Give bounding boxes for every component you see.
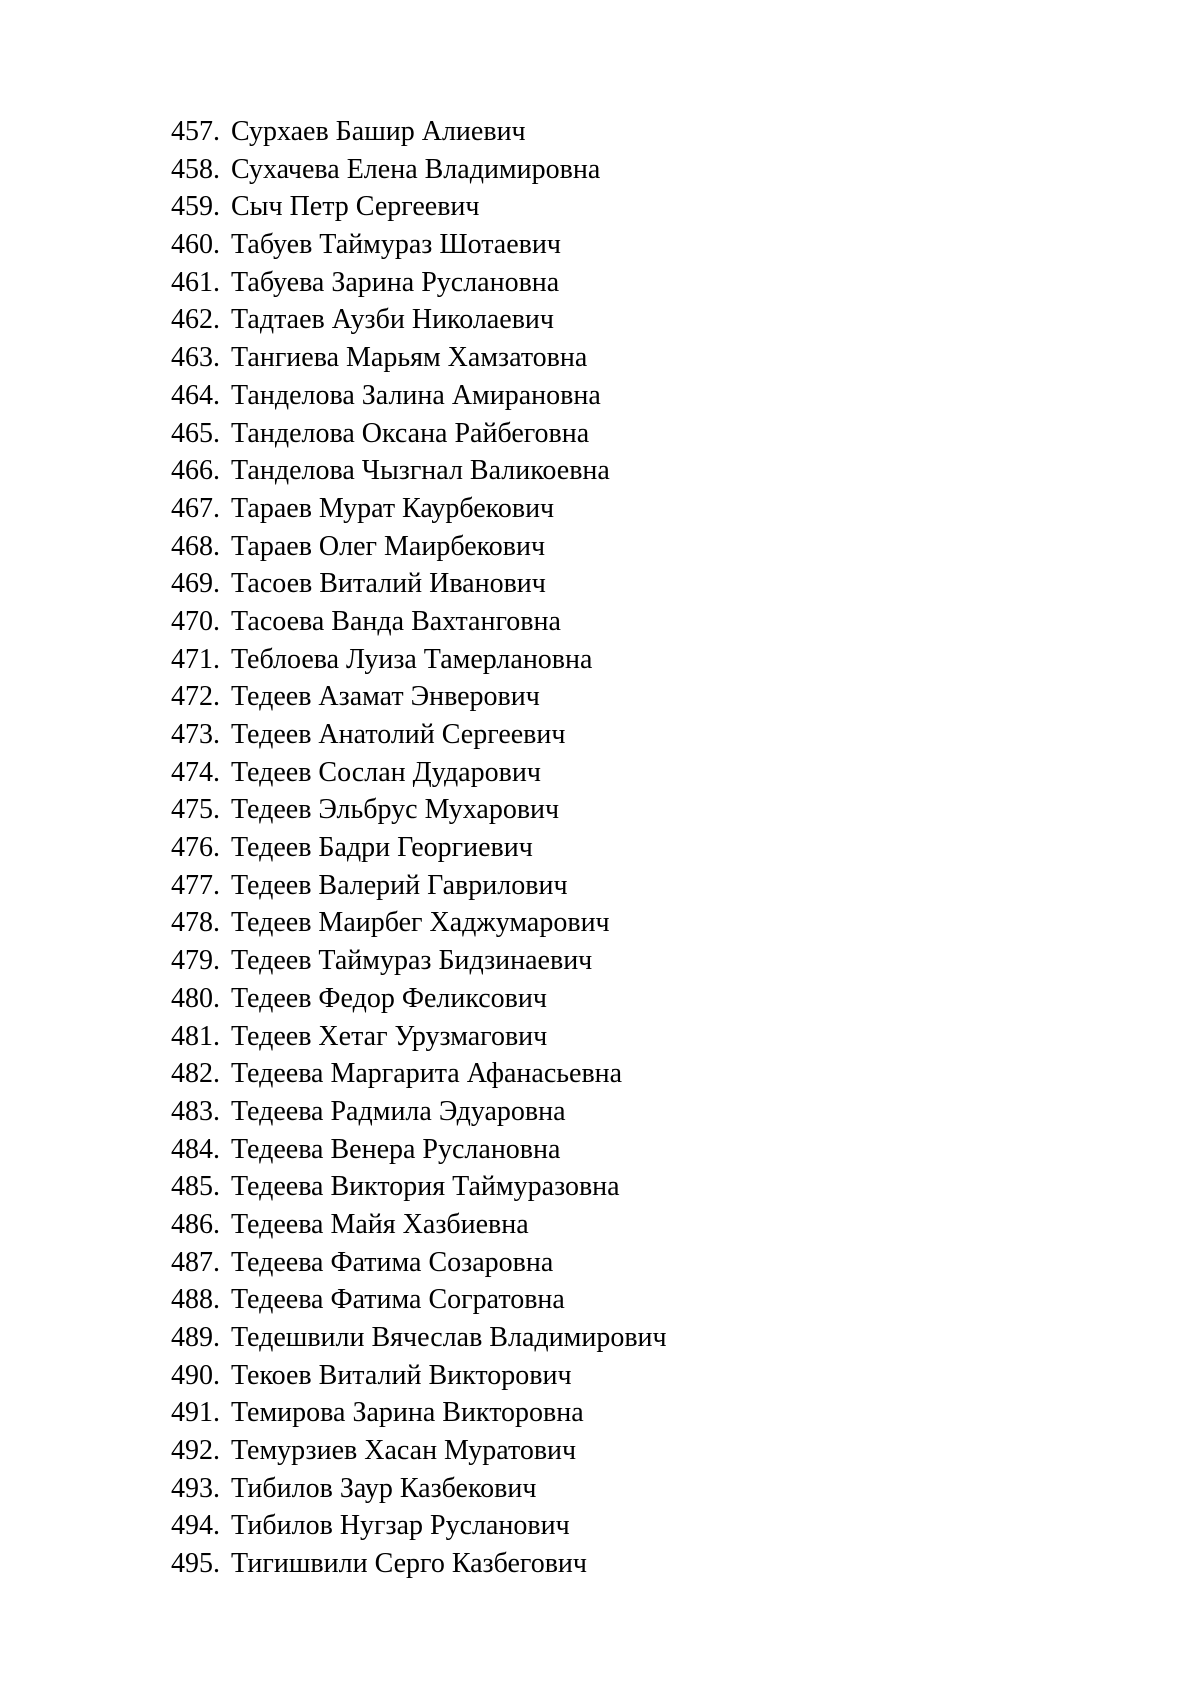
entry-number: 488. bbox=[171, 1284, 220, 1316]
list-item bbox=[171, 641, 667, 679]
entry-name: Тедеев Бадри Георгиевич bbox=[231, 832, 533, 864]
entry-number: 460. bbox=[171, 229, 220, 261]
entry-name: Тедеева Фатима Созаровна bbox=[231, 1246, 554, 1278]
list-item bbox=[171, 603, 667, 641]
list-item bbox=[171, 528, 667, 566]
entry-number: 495. bbox=[171, 1548, 220, 1580]
entry-number: 478. bbox=[171, 907, 220, 939]
list-item bbox=[171, 1093, 667, 1131]
entry-name: Тедеев Эльбрус Мухарович bbox=[231, 794, 560, 826]
list-item bbox=[171, 1131, 667, 1169]
list-item bbox=[171, 151, 667, 189]
entry-name: Тибилов Нугзар Русланович bbox=[231, 1510, 570, 1542]
list-item bbox=[171, 565, 667, 603]
entry-name: Текоев Виталий Викторович bbox=[231, 1359, 572, 1391]
entry-name: Тедеев Сослан Дударович bbox=[231, 756, 541, 788]
entry-number: 482. bbox=[171, 1058, 220, 1090]
entry-name: Тангиева Марьям Хамзатовна bbox=[231, 342, 588, 374]
entry-name: Тедеева Фатима Согратовна bbox=[231, 1284, 565, 1316]
entry-number: 462. bbox=[171, 304, 220, 336]
list-item bbox=[171, 264, 667, 302]
entry-number: 470. bbox=[171, 605, 220, 637]
list-item bbox=[171, 377, 667, 415]
entry-name: Тадтаев Аузби Николаевич bbox=[231, 304, 554, 336]
list-item bbox=[171, 1357, 667, 1395]
entry-name: Темирова Зарина Викторовна bbox=[231, 1397, 584, 1429]
list-item bbox=[171, 1281, 667, 1319]
entry-name: Тедеева Маргарита Афанасьевна bbox=[231, 1058, 623, 1090]
entry-number: 471. bbox=[171, 643, 220, 675]
entry-number: 475. bbox=[171, 794, 220, 826]
entry-name: Сурхаев Башир Алиевич bbox=[231, 116, 526, 147]
entry-number: 484. bbox=[171, 1133, 220, 1165]
entry-number: 481. bbox=[171, 1020, 220, 1052]
entry-number: 476. bbox=[171, 832, 220, 864]
list-item bbox=[171, 1244, 667, 1282]
list-item bbox=[171, 1470, 667, 1508]
list-item bbox=[171, 678, 667, 716]
entry-number: 483. bbox=[171, 1095, 220, 1127]
list-item bbox=[171, 226, 667, 264]
list-item bbox=[171, 490, 667, 528]
list-item bbox=[171, 754, 667, 792]
entry-name: Тедеева Виктория Таймуразовна bbox=[231, 1171, 620, 1203]
entry-name: Табуева Зарина Руслановна bbox=[231, 266, 560, 298]
entry-number: 489. bbox=[171, 1322, 220, 1353]
list-item bbox=[171, 415, 667, 453]
entry-name: Тараев Олег Маирбекович bbox=[231, 530, 546, 562]
entry-number: 461. bbox=[171, 266, 220, 298]
list-item bbox=[171, 1319, 667, 1357]
entry-number: 491. bbox=[171, 1397, 220, 1429]
entry-name: Тедеев Федор Феликсович bbox=[231, 982, 547, 1014]
list-item bbox=[171, 188, 667, 226]
list-item bbox=[171, 452, 667, 490]
list-item bbox=[171, 980, 667, 1018]
list-item bbox=[171, 301, 667, 339]
entry-name: Тедеев Валерий Гаврилович bbox=[231, 869, 568, 901]
entry-number: 459. bbox=[171, 191, 220, 223]
entry-number: 463. bbox=[171, 342, 220, 374]
entry-name: Тасоева Ванда Вахтанговна bbox=[231, 605, 561, 637]
list-item bbox=[171, 716, 667, 754]
entry-name: Тедеев Таймураз Бидзинаевич bbox=[231, 945, 593, 977]
entry-name: Тедеев Азамат Энверович bbox=[231, 681, 540, 713]
list-item bbox=[171, 791, 667, 829]
entry-name: Сыч Петр Сергеевич bbox=[231, 191, 480, 223]
entry-number: 469. bbox=[171, 568, 220, 600]
entry-number: 492. bbox=[171, 1435, 220, 1467]
entry-number: 493. bbox=[171, 1472, 220, 1504]
entry-number: 474. bbox=[171, 756, 220, 788]
entry-name: Тедеев Маирбег Хаджумарович bbox=[231, 907, 610, 939]
entry-number: 477. bbox=[171, 869, 220, 901]
list-item bbox=[171, 113, 667, 151]
list-item bbox=[171, 1432, 667, 1470]
entry-number: 468. bbox=[171, 530, 220, 562]
list-item bbox=[171, 867, 667, 905]
list-item bbox=[171, 1507, 667, 1545]
entry-number: 467. bbox=[171, 492, 220, 524]
entry-number: 464. bbox=[171, 379, 220, 411]
entry-name: Тибилов Заур Казбекович bbox=[231, 1472, 537, 1504]
list-item bbox=[171, 1206, 667, 1244]
entry-name: Теблоева Луиза Тамерлановна bbox=[231, 643, 593, 675]
entry-name: Темурзиев Хасан Муратович bbox=[231, 1435, 577, 1467]
entry-name: Танделова Оксана Райбеговна bbox=[231, 417, 590, 449]
entry-name: Танделова Чызгнал Валикоевна bbox=[231, 455, 610, 487]
entry-number: 465. bbox=[171, 417, 220, 449]
entry-name: Тасоев Виталий Иванович bbox=[231, 568, 546, 600]
entry-number: 494. bbox=[171, 1510, 220, 1542]
list-item bbox=[171, 1394, 667, 1432]
entry-name: Сухачева Елена Владимировна bbox=[231, 153, 601, 185]
list-item bbox=[171, 942, 667, 980]
entry-number: 473. bbox=[171, 719, 220, 750]
entry-name: Тигишвили Серго Казбегович bbox=[231, 1548, 587, 1580]
entry-name: Табуев Таймураз Шотаевич bbox=[231, 229, 561, 261]
entry-number: 466. bbox=[171, 455, 220, 487]
list-item bbox=[171, 1168, 667, 1206]
entry-number: 487. bbox=[171, 1246, 220, 1278]
entry-name: Тараев Мурат Каурбекович bbox=[231, 492, 555, 524]
list-item bbox=[171, 1018, 667, 1056]
entry-name: Танделова Залина Амирановна bbox=[231, 379, 601, 411]
entry-name: Тедеев Хетаг Урузмагович bbox=[231, 1020, 548, 1052]
name-list bbox=[171, 113, 667, 1583]
entry-number: 480. bbox=[171, 982, 220, 1014]
entry-name: Тедеева Майя Хазбиевна bbox=[231, 1208, 529, 1240]
list-item bbox=[171, 829, 667, 867]
list-item bbox=[171, 1055, 667, 1093]
list-item bbox=[171, 904, 667, 942]
entry-number: 457. bbox=[171, 116, 220, 147]
entry-name: Тедешвили Вячеслав Владимирович bbox=[231, 1322, 667, 1353]
list-item bbox=[171, 339, 667, 377]
entry-name: Тедеева Венера Руслановна bbox=[231, 1133, 561, 1165]
entry-number: 485. bbox=[171, 1171, 220, 1203]
list-item bbox=[171, 1545, 667, 1583]
entry-number: 472. bbox=[171, 681, 220, 713]
entry-name: Тедеева Радмила Эдуаровна bbox=[231, 1095, 566, 1127]
entry-number: 486. bbox=[171, 1208, 220, 1240]
entry-number: 458. bbox=[171, 153, 220, 185]
entry-number: 490. bbox=[171, 1359, 220, 1391]
entry-number: 479. bbox=[171, 945, 220, 977]
entry-name: Тедеев Анатолий Сергеевич bbox=[231, 719, 566, 750]
